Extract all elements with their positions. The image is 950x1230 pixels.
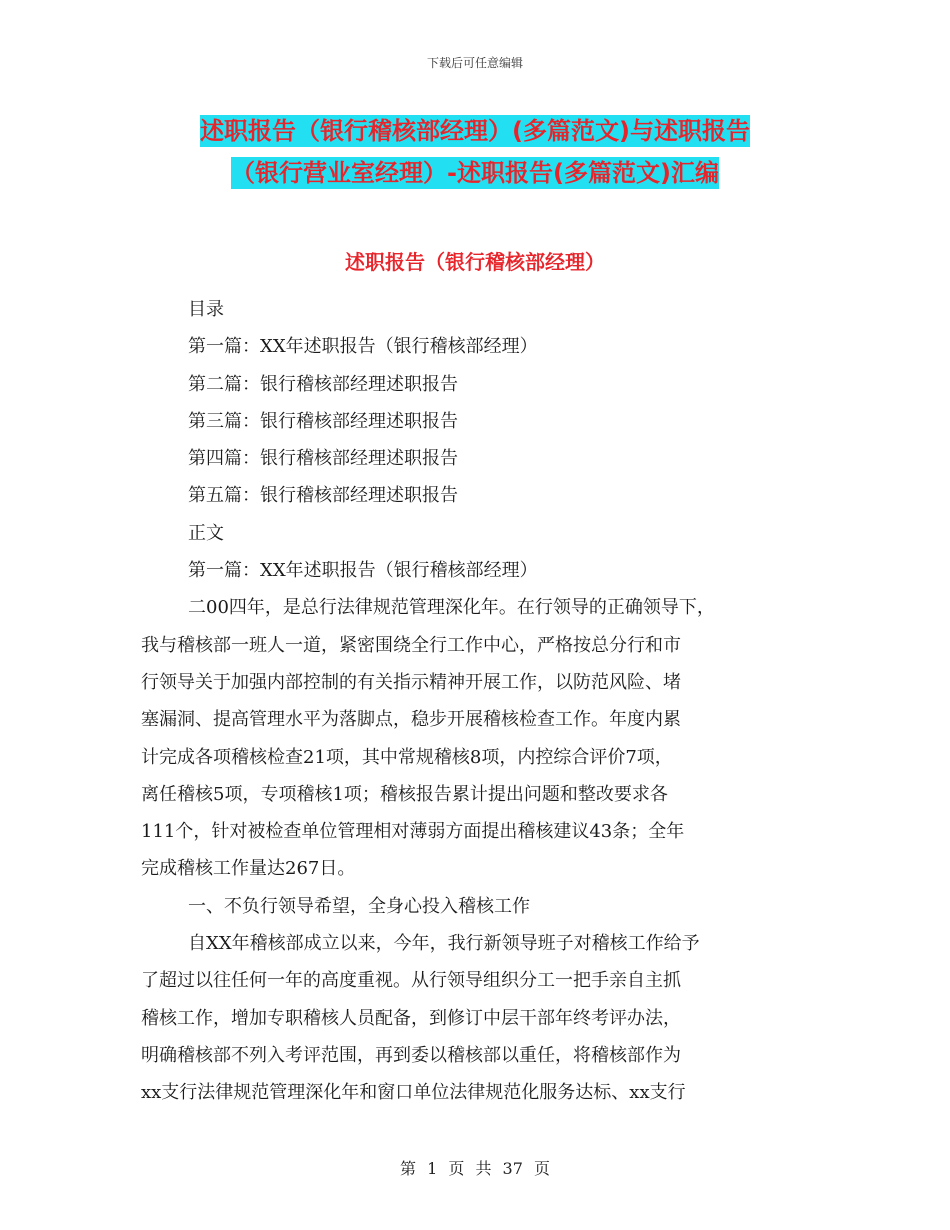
text-line: 离任稽核5项，专项稽核1项；稽核报告累计提出问题和整改要求各 bbox=[141, 783, 668, 805]
text-line: 一、不负行领导希望，全身心投入稽核工作 bbox=[188, 895, 530, 917]
text-line: 我与稽核部一班人一道，紧密围绕全行工作中心，严格按总分行和市 bbox=[141, 634, 681, 656]
text-line: 计完成各项稽核检查21项，其中常规稽核8项，内控综合评价7项， bbox=[141, 746, 673, 768]
section-title: 述职报告（银行稽核部经理） bbox=[345, 250, 605, 274]
text-line: 第四篇：银行稽核部经理述职报告 bbox=[188, 448, 458, 470]
text-line: 正文 bbox=[188, 522, 224, 544]
text-line: 完成稽核工作量达267日。 bbox=[141, 858, 356, 880]
text-line: 目录 bbox=[188, 299, 224, 320]
text-line: 111个，针对被检查单位管理相对薄弱方面提出稽核建议43条；全年 bbox=[141, 821, 685, 843]
text-line: 第一篇：XX年述职报告（银行稽核部经理） bbox=[188, 336, 538, 358]
text-line: 了超过以往任何一年的高度重视。从行领导组织分工一把手亲自主抓 bbox=[141, 970, 681, 992]
text-line: 稽核工作，增加专职稽核人员配备，到修订中层干部年终考评办法， bbox=[141, 1007, 681, 1029]
text-line: 第一篇：XX年述职报告（银行稽核部经理） bbox=[188, 560, 538, 582]
text-line: 自XX年稽核部成立以来，今年，我行新领导班子对稽核工作给予 bbox=[188, 933, 700, 955]
title-line-2: （银行营业室经理）-述职报告(多篇范文)汇编 bbox=[231, 159, 719, 187]
text-line: 第二篇：银行稽核部经理述职报告 bbox=[188, 373, 458, 395]
text-line: 塞漏洞、提高管理水平为落脚点，稳步开展稽核检查工作。年度内累 bbox=[141, 709, 681, 731]
text-line: 行领导关于加强内部控制的有关指示精神开展工作，以防范风险、堵 bbox=[141, 671, 681, 693]
text-line: 二00四年，是总行法律规范管理深化年。在行领导的正确领导下， bbox=[188, 597, 715, 619]
text-line: xx支行法律规范管理深化年和窗口单位法律规范化服务达标、xx支行 bbox=[141, 1082, 686, 1104]
title-line-1: 述职报告（银行稽核部经理）(多篇范文)与述职报告 bbox=[200, 117, 750, 145]
document-title bbox=[0, 110, 950, 194]
header-note: 下载后可任意编辑 bbox=[426, 56, 523, 70]
text-line: 第五篇：银行稽核部经理述职报告 bbox=[188, 485, 458, 507]
page-footer: 第 1 页 共 37 页 bbox=[400, 1159, 550, 1178]
text-line: 明确稽核部不列入考评范围，再到委以稽核部以重任，将稽核部作为 bbox=[141, 1044, 681, 1066]
body-text bbox=[141, 291, 821, 1112]
text-line: 第三篇：银行稽核部经理述职报告 bbox=[188, 410, 458, 432]
